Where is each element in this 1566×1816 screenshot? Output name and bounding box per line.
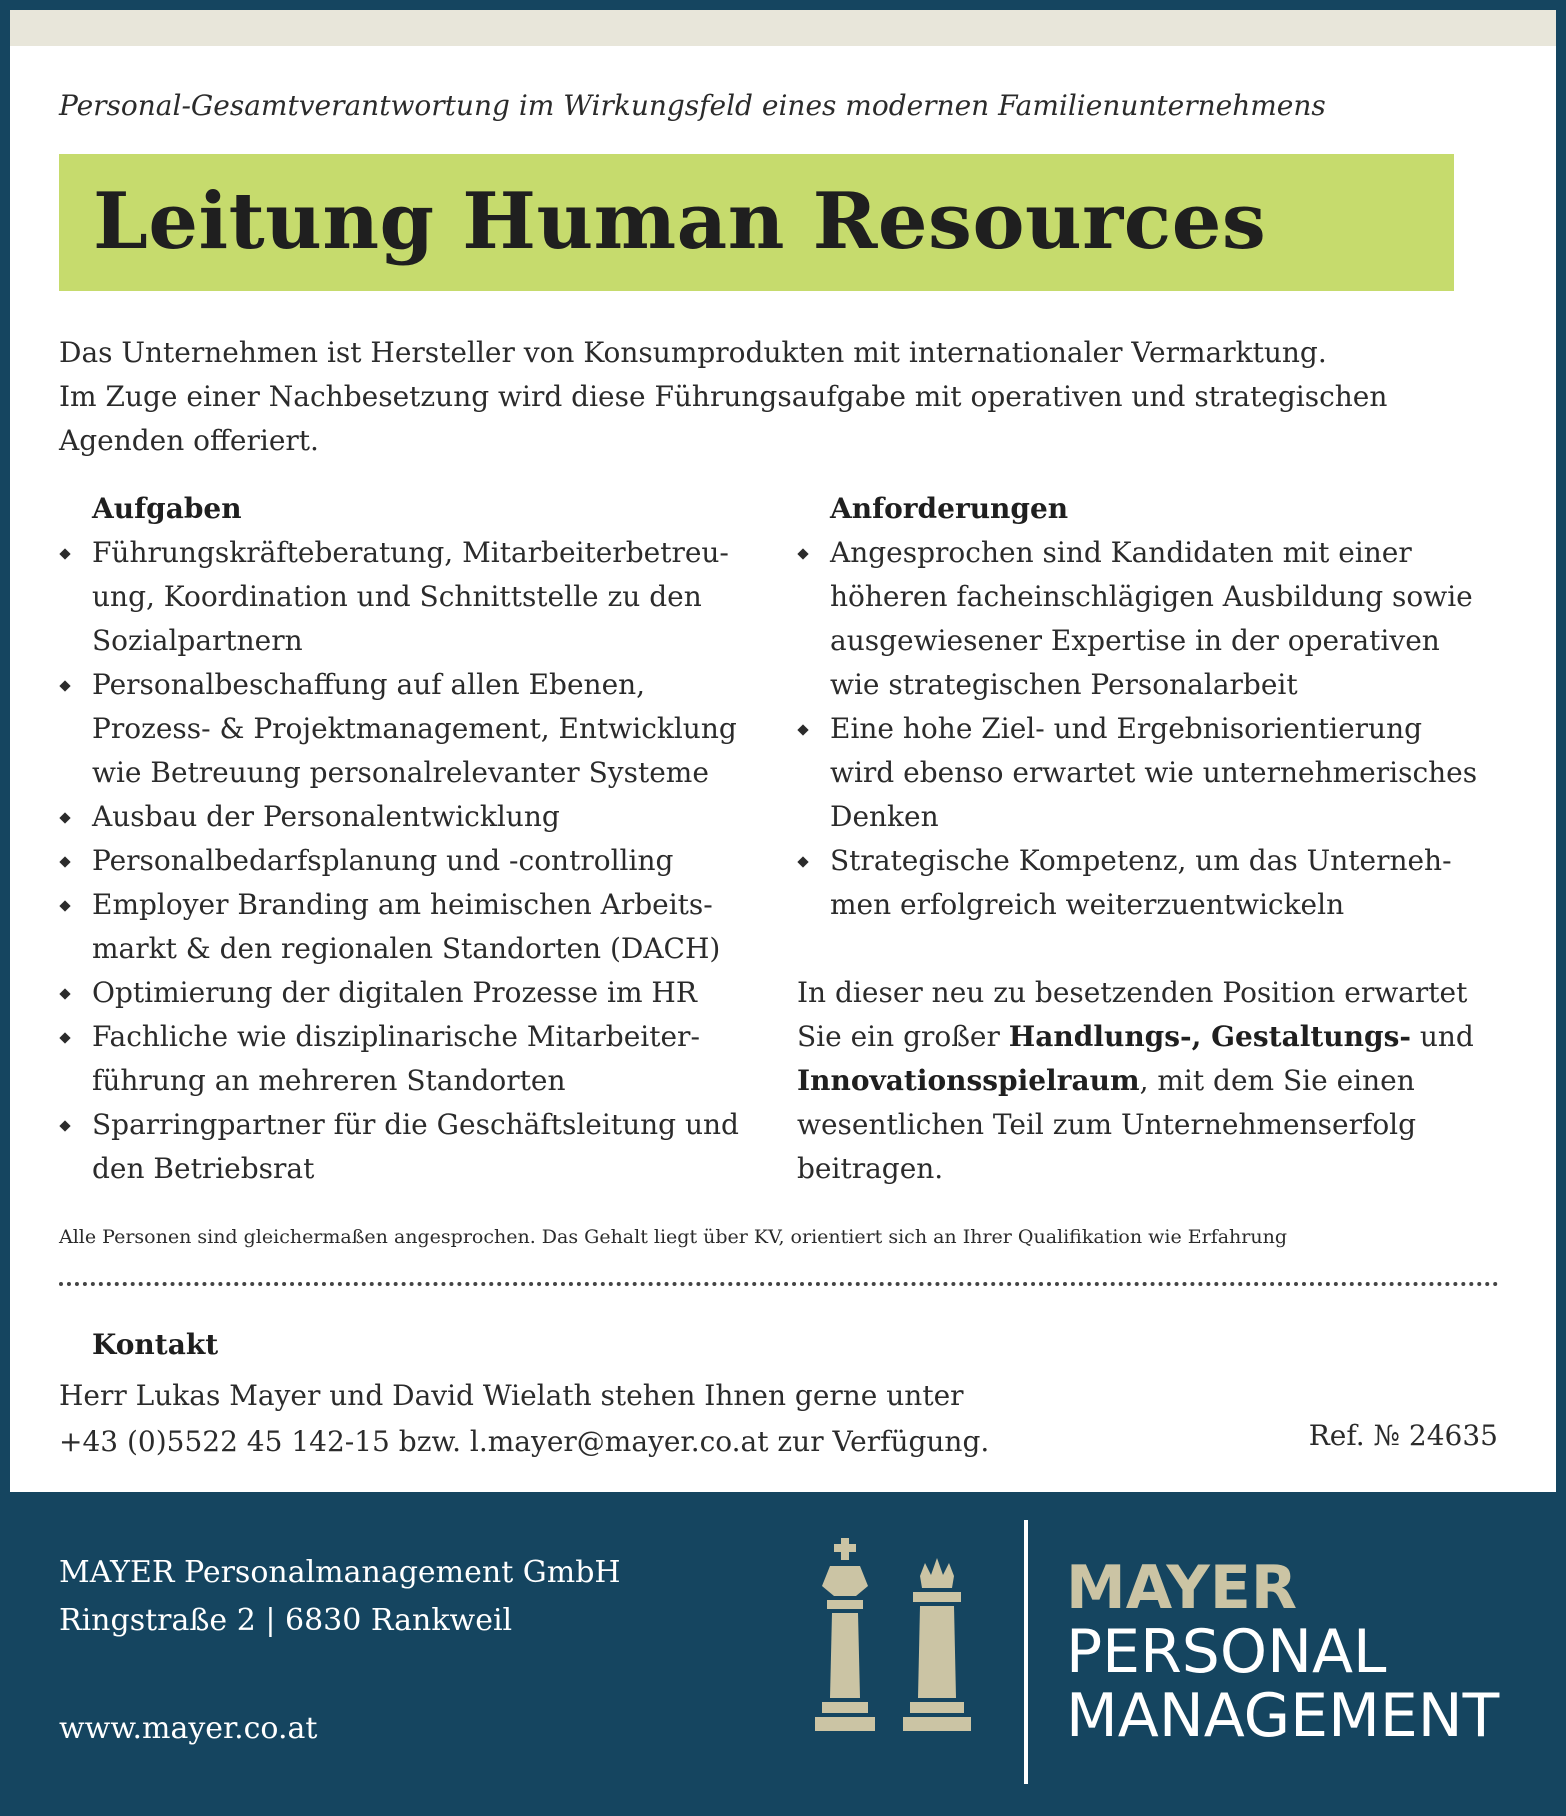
company-logo [1066, 1553, 1500, 1751]
closing-line [797, 1015, 1517, 1059]
list-item-line: Personalbedarfsplanung und -controlling [92, 844, 674, 877]
list-item-line: wie strategischen Personalarbeit [830, 668, 1298, 701]
list-item-line: Führungskräfteberatung, Mitarbeiterbetreu- [92, 536, 729, 569]
bullet-icon [797, 724, 808, 735]
bullet-icon [59, 812, 70, 823]
anforderungen-column [797, 487, 1517, 1191]
list-item [797, 707, 1517, 839]
closing-text: und [1410, 1020, 1474, 1053]
logo-line: PERSONAL [1066, 1617, 1387, 1687]
list-item-line: Optimierung der digitalen Prozesse im HR [92, 976, 697, 1009]
ad-subtitle: Personal-Gesamtverantwortung im Wirkungsfeld eines modernen Familienunternehmens [59, 89, 1326, 122]
equal-opportunity-note: Alle Personen sind gleichermaßen angesprochen. Das Gehalt liegt über KV, orientiert sich an Ihrer Qualifikation wie Erfahrung [59, 1226, 1288, 1248]
list-item [59, 531, 779, 663]
list-item [59, 795, 779, 839]
logo-divider [1024, 1520, 1028, 1784]
list-item [797, 531, 1517, 707]
list-item-line: men erfolgreich weiterzuentwickeln [830, 888, 1345, 921]
list-item-line: höheren facheinschlägigen Ausbildung sowie [830, 580, 1473, 613]
bullet-icon [59, 548, 70, 559]
intro-text [59, 331, 1499, 463]
intro-line: Das Unternehmen ist Hersteller von Konsumprodukten mit internationaler Vermarktung. [59, 336, 1327, 369]
contact-line: Herr Lukas Mayer und David Wielath stehen Ihnen gerne unter [59, 1379, 964, 1412]
headline-banner [59, 154, 1454, 291]
chess-king-queen-icon [800, 1538, 1000, 1738]
anforderungen-list [797, 531, 1517, 927]
bullet-icon [59, 680, 70, 691]
contact-text [59, 1373, 989, 1465]
reference-number: Ref. № 24635 [1308, 1419, 1498, 1452]
list-item-line: ausgewiesener Expertise in der operativen [830, 624, 1440, 657]
aufgaben-column [59, 487, 779, 1191]
bullet-icon [59, 988, 70, 999]
list-item-line: ung, Koordination und Schnittstelle zu den [92, 580, 702, 613]
bullet-icon [797, 856, 808, 867]
bullet-icon [59, 1032, 70, 1043]
closing-paragraph [797, 971, 1517, 1191]
list-item-line: Strategische Kompetenz, um das Unterneh- [830, 844, 1452, 877]
list-item [59, 663, 779, 795]
list-item-line: führung an mehreren Standorten [92, 1064, 566, 1097]
list-item-line: Sozialpartnern [92, 624, 303, 657]
list-item-line: Prozess- & Projektmanagement, Entwicklung [92, 712, 737, 745]
dotted-divider [59, 1282, 1499, 1286]
aufgaben-heading: Aufgaben [92, 492, 242, 525]
list-item-line: den Betriebsrat [92, 1152, 315, 1185]
list-item-line: Ausbau der Personalentwicklung [92, 800, 560, 833]
list-item-line: Sparringpartner für die Geschäftsleitung und [92, 1108, 739, 1141]
list-item [59, 839, 779, 883]
list-item [59, 1103, 779, 1191]
list-item-line: wie Betreuung personalrelevanter Systeme [92, 756, 709, 789]
list-item-line: Denken [830, 800, 939, 833]
list-item-line: Employer Branding am heimischen Arbeits- [92, 888, 713, 921]
closing-line [797, 1059, 1517, 1103]
closing-emphasis: Handlungs-, Gestaltungs- [1008, 1020, 1411, 1053]
logo-line: MANAGEMENT [1066, 1681, 1500, 1751]
contact-heading: Kontakt [92, 1328, 219, 1361]
company-website[interactable]: www.mayer.co.at [59, 1711, 318, 1746]
list-item [59, 971, 779, 1015]
list-item-line: markt & den regionalen Standorten (DACH) [92, 932, 721, 965]
list-item-line: Eine hohe Ziel- und Ergebnisorientierung [830, 712, 1423, 745]
company-address: Ringstraße 2 | 6830 Rankweil [59, 1603, 513, 1638]
closing-line: wesentlichen Teil zum Unternehmenserfolg [797, 1108, 1417, 1141]
list-item-line: Fachliche wie disziplinarische Mitarbeiter- [92, 1020, 700, 1053]
intro-line: Im Zuge einer Nachbesetzung wird diese Führungsaufgabe mit operativen und strategischen [59, 380, 1388, 413]
closing-text: Sie ein großer [797, 1020, 1009, 1053]
anforderungen-heading: Anforderungen [830, 492, 1069, 525]
list-item [797, 839, 1517, 927]
list-item-line: Personalbeschaffung auf allen Ebenen, [92, 668, 646, 701]
list-item [59, 1015, 779, 1103]
bullet-icon [797, 548, 808, 559]
bullet-icon [59, 856, 70, 867]
closing-emphasis: Innovationsspielraum [797, 1064, 1140, 1097]
contact-line: +43 (0)5522 45 142-15 bzw. l.mayer@mayer.co.at zur Verfügung. [59, 1425, 990, 1458]
list-item [59, 883, 779, 971]
closing-line: In dieser neu zu besetzenden Position erwartet [797, 976, 1468, 1009]
bullet-icon [59, 900, 70, 911]
job-title: Leitung Human Resources [93, 176, 1267, 267]
bullet-icon [59, 1120, 70, 1131]
closing-line: beitragen. [797, 1152, 944, 1185]
aufgaben-list [59, 531, 779, 1191]
list-item-line: wird ebenso erwartet wie unternehmerisches [830, 756, 1478, 789]
logo-line: MAYER [1066, 1553, 1298, 1623]
closing-text: , mit dem Sie einen [1139, 1064, 1415, 1097]
top-band [10, 10, 1556, 46]
company-name: MAYER Personalmanagement GmbH [59, 1555, 621, 1590]
intro-line: Agenden offeriert. [59, 424, 319, 457]
list-item-line: Angesprochen sind Kandidaten mit einer [830, 536, 1412, 569]
